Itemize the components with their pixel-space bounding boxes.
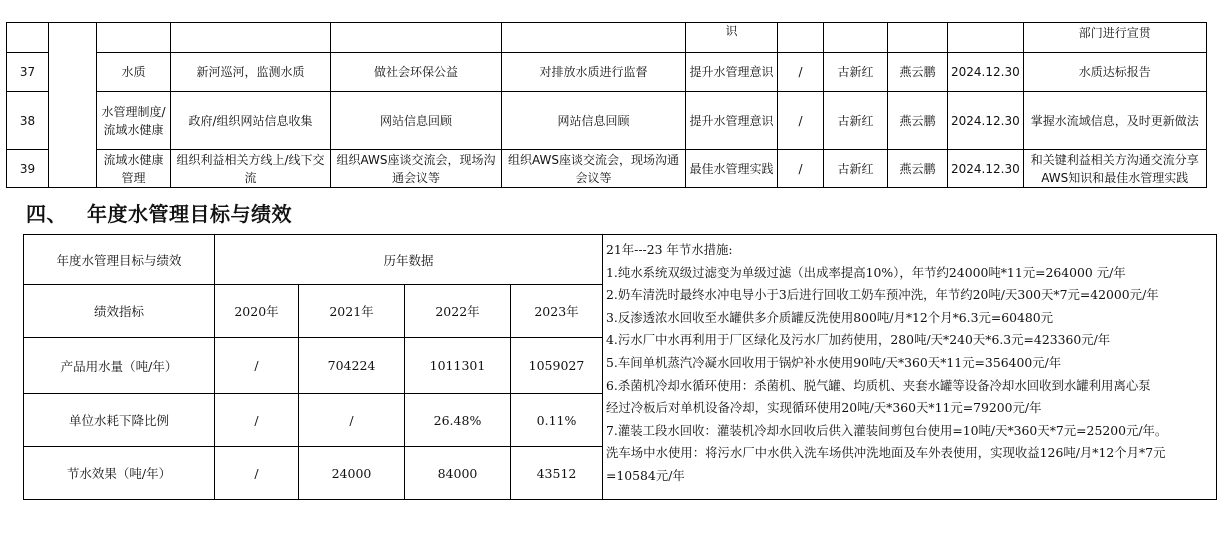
measure-item: =10584元/年	[606, 467, 685, 483]
table-cell	[331, 23, 502, 53]
section-number: 四、	[26, 202, 67, 226]
performance-table	[23, 234, 1217, 500]
measure-item: 经过冷板后对单机设备冷却，实现循环使用20吨/天*360天*11元=79200元/年	[606, 400, 1042, 416]
measure-item: 5.车间单机蒸汽冷凝水回收用于锅炉补水使用90吨/天*360天*11元=356400元/年	[606, 354, 1062, 370]
data-cell: 43512	[511, 447, 603, 500]
data-cell: 84000	[405, 447, 511, 500]
measure-item: 7.灌装工段水回收：灌装机冷却水回收后供入灌装间剪包台使用=10吨/天*360天*7元=25200元/年。	[606, 422, 1168, 438]
table-cell	[97, 23, 171, 53]
data-cell: /	[299, 394, 405, 447]
data-cell: 704224	[299, 338, 405, 394]
table-cell	[948, 23, 1024, 53]
owner-cell: 古新红	[824, 53, 888, 92]
measure-item: 2.奶车清洗时最终水冲电导小于3后进行回收工奶车预冲洗，年节约20吨/天300天*7元=42000元/年	[606, 287, 1159, 303]
activity-cell: 网站信息回顾	[502, 92, 686, 150]
activity-cell: 对排放水质进行监督	[502, 53, 686, 92]
measure-item: 6.杀菌机冷却水循环使用：杀菌机、脱气罐、均质机、夹套水罐等设备冷却水回收到水罐利用离心泵	[606, 377, 1151, 393]
indicator-label: 产品用水量（吨/年）	[24, 338, 215, 394]
table-cell	[171, 23, 331, 53]
data-cell: 1011301	[405, 338, 511, 394]
water-action-table	[6, 22, 1207, 188]
topic-cell: 流域水健康管理	[97, 150, 171, 188]
impact-cell: 识	[686, 23, 778, 53]
result-cell: 掌握水流域信息，及时更新做法	[1023, 92, 1206, 150]
year-header: 2023年	[511, 285, 603, 338]
owner-cell: 燕云鹏	[888, 150, 948, 188]
result-cell: 水质达标报告	[1023, 53, 1206, 92]
stakeholder-cell: 政府/组织网站信息收集	[171, 92, 331, 150]
year-header: 2020年	[215, 285, 299, 338]
measures-heading: 21年---23 年节水措施:	[606, 242, 733, 257]
owner-cell: 燕云鹏	[888, 92, 948, 150]
impact-cell: 提升水管理意识	[686, 53, 778, 92]
table-cell	[888, 23, 948, 53]
indicator-label: 单位水耗下降比例	[24, 394, 215, 447]
activity-cell: 网站信息回顾	[331, 92, 502, 150]
activity-cell: 做社会环保公益	[331, 53, 502, 92]
data-cell: 26.48%	[405, 394, 511, 447]
indicator-label: 节水效果（吨/年）	[24, 447, 215, 500]
data-cell: /	[215, 447, 299, 500]
table-row	[7, 53, 1207, 92]
owner-cell: 古新红	[824, 92, 888, 150]
table-title-cell: 年度水管理目标与绩效	[24, 235, 215, 285]
topic-cell: 水质	[97, 53, 171, 92]
result-cell: 部门进行宣贯	[1023, 23, 1206, 53]
row-number: 38	[7, 92, 49, 150]
year-header: 2021年	[299, 285, 405, 338]
data-cell: /	[215, 394, 299, 447]
result-cell: 和关键利益相关方沟通交流分享AWS知识和最佳水管理实践	[1023, 150, 1206, 188]
row-number: 39	[7, 150, 49, 188]
data-cell: 0.11%	[511, 394, 603, 447]
measure-item: 1.纯水系统双级过滤变为单级过滤（出成率提高10%），年节约24000吨*11元=264000 元/年	[606, 264, 1126, 280]
measure-item: 洗车场中水使用：将污水厂中水供入洗车场供冲洗地面及车外表使用，实现收益126吨/月*12个月*7元	[606, 445, 1166, 461]
date-cell: 2024.12.30	[948, 92, 1024, 150]
data-cell: /	[215, 338, 299, 394]
data-cell: 1059027	[511, 338, 603, 394]
topic-cell: 水管理制度/流域水健康	[97, 92, 171, 150]
owner-cell: 古新红	[824, 150, 888, 188]
section-heading	[26, 201, 292, 227]
date-cell: 2024.12.30	[948, 150, 1024, 188]
table-row	[24, 235, 1217, 285]
table-row	[7, 92, 1207, 150]
year-header: 2022年	[405, 285, 511, 338]
table-cell	[502, 23, 686, 53]
mark-cell: /	[778, 150, 824, 188]
water-saving-measures	[603, 235, 1217, 500]
indicator-header: 绩效指标	[24, 285, 215, 338]
table-cell	[7, 23, 49, 53]
measure-item: 3.反渗透浓水回收至水罐供多介质罐反洗使用800吨/月*12个月*6.3元=60480元	[606, 309, 1054, 325]
history-header: 历年数据	[215, 235, 603, 285]
activity-cell: 组织AWS座谈交流会，现场沟通会议等	[502, 150, 686, 188]
stakeholder-cell: 组织利益相关方线上/线下交流	[171, 150, 331, 188]
merged-category-cell	[49, 23, 97, 188]
measure-item: 4.污水厂中水再利用于厂区绿化及污水厂加药使用，280吨/天*240天*6.3元=423360元/年	[606, 332, 1111, 348]
mark-cell: /	[778, 92, 824, 150]
activity-cell: 组织AWS座谈交流会，现场沟通会议等	[331, 150, 502, 188]
data-cell: 24000	[299, 447, 405, 500]
mark-cell: /	[778, 53, 824, 92]
table-row	[7, 23, 1207, 53]
stakeholder-cell: 新河巡河，监测水质	[171, 53, 331, 92]
section-title: 年度水管理目标与绩效	[87, 202, 292, 226]
owner-cell: 燕云鹏	[888, 53, 948, 92]
impact-cell: 提升水管理意识	[686, 92, 778, 150]
impact-cell: 最佳水管理实践	[686, 150, 778, 188]
table-row	[7, 150, 1207, 188]
date-cell: 2024.12.30	[948, 53, 1024, 92]
table-cell	[778, 23, 824, 53]
table-cell	[824, 23, 888, 53]
row-number: 37	[7, 53, 49, 92]
